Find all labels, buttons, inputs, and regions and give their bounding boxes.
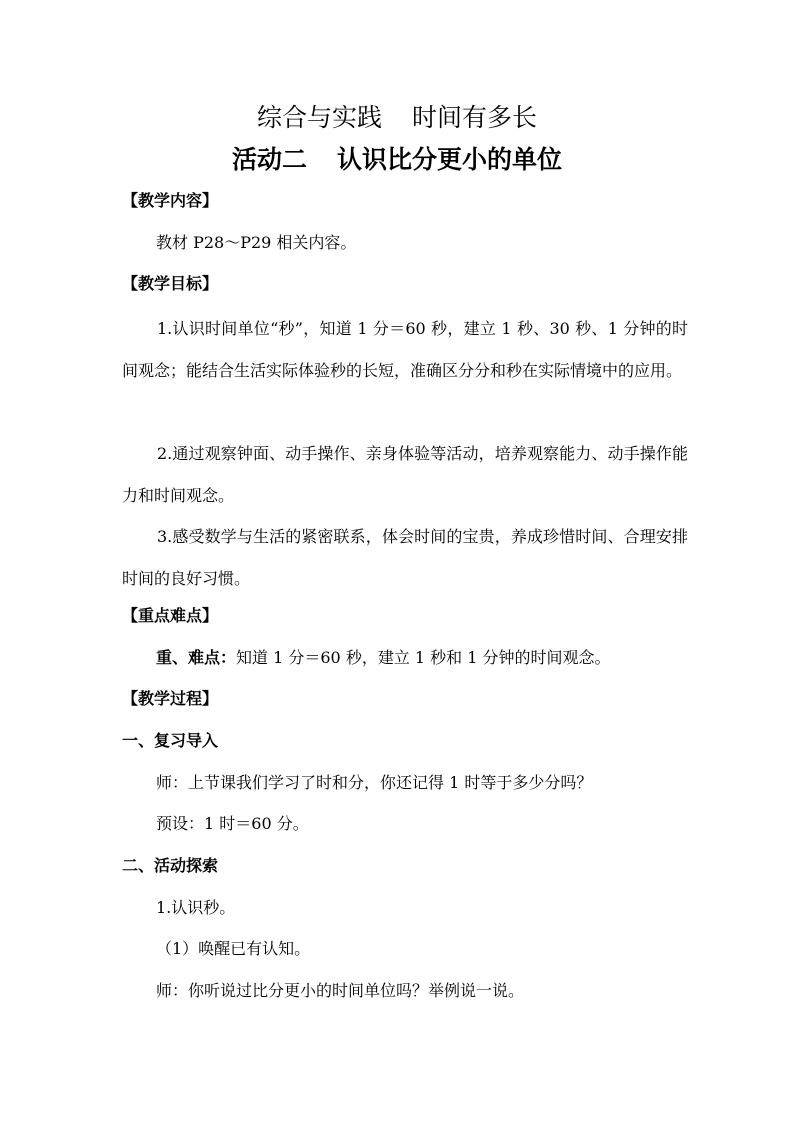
key-heading: 【重点难点】 — [122, 606, 219, 625]
process-heading: 【教学过程】 — [122, 689, 219, 708]
part1-heading: 一、复习导入 — [122, 731, 219, 750]
part2-step1-1: （1）唤醒已有认知。 — [156, 939, 311, 958]
part1-question: 师：上节课我们学习了时和分，你还记得 1 时等于多少分吗？ — [156, 773, 593, 792]
goal-3: 3.感受数学与生活的紧密联系，体会时间的宝贵，养成珍惜时间、合理安排时间的良好习惯。 — [122, 527, 688, 588]
goal-2: 2.通过观察钟面、动手操作、亲身体验等活动，培养观察能力、动手操作能力和时间观念。 — [122, 444, 688, 505]
content-text: 教材 P28～P29 相关内容。 — [156, 233, 357, 252]
subtitle-part2: 认识比分更小的单位 — [337, 145, 563, 174]
content-heading: 【教学内容】 — [122, 191, 219, 210]
key-text: 知道 1 分＝60 秒，建立 1 秒和 1 分钟的时间观念。 — [236, 648, 611, 667]
key-label: 重、难点： — [156, 648, 237, 667]
key-line — [156, 646, 726, 670]
goals-heading: 【教学目标】 — [122, 274, 219, 293]
part2-step1: 1.认识秒。 — [156, 898, 236, 917]
part2-question: 师：你听说过比分更小的时间单位吗？举例说一说。 — [156, 981, 525, 1000]
goal-1: 1.认识时间单位“秒”，知道 1 分＝60 秒，建立 1 秒、30 秒、1 分钟的时间观念；能结合生活实际体验秒的长短，准确区分分和秒在实际情境中的应用。 — [122, 319, 688, 380]
page-title — [0, 100, 794, 136]
page-subtitle — [0, 142, 794, 178]
title-part2: 时间有多长 — [412, 103, 538, 132]
part2-heading: 二、活动探索 — [122, 856, 219, 875]
part1-answer: 预设：1 时＝60 分。 — [156, 814, 309, 833]
title-part1: 综合与实践 — [256, 103, 382, 132]
subtitle-part1: 活动二 — [231, 145, 307, 174]
